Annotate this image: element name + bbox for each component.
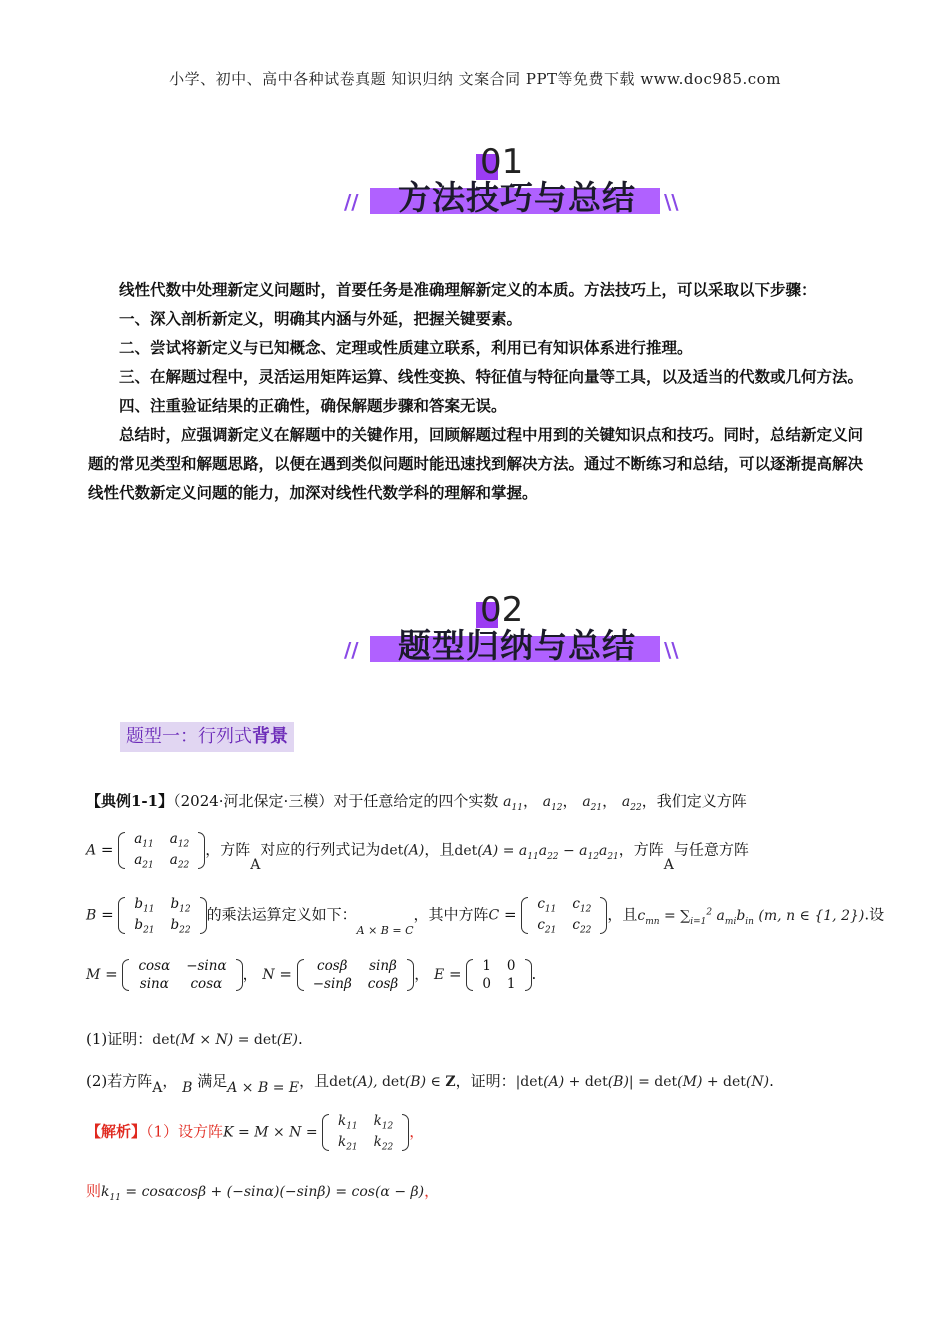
method-paragraphs	[88, 276, 878, 508]
section-number: 01	[480, 142, 523, 182]
section-banner-2: 02 // 题型归纳与总结 \\	[344, 590, 679, 665]
solution-line: 则$k_{11} = \cos\alpha\cos\beta + (-\sin\alpha)(-\sin\beta) = \cos(\alpha - \beta)$，	[86, 1182, 440, 1203]
example-label: 【典例1-1】	[86, 792, 174, 810]
paragraph: 三、在解题过程中，灵活运用矩阵运算、线性变换、特征值与特征向量等工具，以及适当的代数或几何方法。	[119, 368, 864, 386]
example-source: （2024·河北保定·三模）	[173, 792, 334, 810]
section-number: 02	[480, 590, 523, 630]
question-2: (2)若方阵A， B 满足A × B = E，且det(A), det(B) ∈ Z，证明：|det(A) + det(B)| = det(M) + det(N).	[86, 1072, 774, 1096]
paragraph: 一、深入剖析新定义，明确其内涵与外延，把握关键要素。	[119, 310, 523, 328]
solution-start: 【解析】（1）设方阵K = M × N = $k_{11}$ $k_{12}$ $k_{21}$ $k_{22}$ ，	[86, 1113, 425, 1153]
paragraph: 线性代数中处理新定义问题时，首要任务是准确理解新定义的本质。方法技巧上，可以采取以下步骤：	[119, 281, 817, 299]
section-title: 方法技巧与总结	[398, 178, 636, 217]
section-banner-1: 01 // 方法技巧与总结 \\	[344, 142, 679, 217]
example-definition-line: B = $b_{11}$ $b_{12}$ $b_{21}$ $b_{22}$ 的乘法运算定义如下：$_{A \times B = C}$，其中方阵C = $c_{11}$ $c_{12}$ $c_{21}$ $c_{22}$ ，且$c_{mn} = \sum_{i=1}^2$ $a_{mi}b_{in}$ (m, n ∈ {1, 2}).设	[86, 896, 885, 937]
question-1: (1)证明：det(M × N) = det(E).	[86, 1030, 303, 1048]
page-header: 小学、初中、高中各种试卷真题 知识归纳 文案合同 PPT等免费下载 www.doc985.com	[169, 70, 781, 88]
example-matrix-line: A = $a_{11}$ $a_{12}$ $a_{21}$ $a_{22}$ ，方阵A对应的行列式记为det(A)，且$\det(A) = a_{11}a_{22} - a_{12}a_{21}$，方阵A与任意方阵	[86, 831, 749, 873]
paragraph: 二、尝试将新定义与已知概念、定理或性质建立联系，利用已有知识体系进行推理。	[119, 339, 693, 357]
question-type-tag: 题型一：行列式背景	[120, 722, 294, 752]
paragraph: 总结时，应强调新定义在解题中的关键作用，回顾解题过程中用到的关键知识点和技巧。同时，总结新定义问题的常见类型和解题思路，以便在遇到类似问题时能迅速找到解决方法。通过不断练习和总结，可以逐渐提高解决线性代数新定义问题的能力，加深对线性代数学科的理解和掌握。	[88, 426, 864, 502]
paragraph: 四、注重验证结果的正确性，确保解题步骤和答案无误。	[119, 397, 507, 415]
solution-label: 【解析】	[86, 1122, 147, 1141]
example-mne-line: M = cosα −sinα sinα cosα ， N = cosβ sinβ −sinβ cosβ ， E = 1 0 0 1 .	[86, 958, 537, 992]
example-heading: 【典例1-1】（2024·河北保定·三模）对于任意给定的四个实数 $a_{11}$， $a_{12}$， $a_{21}$， $a_{22}$，我们定义方阵	[86, 792, 747, 813]
section-title: 题型归纳与总结	[398, 626, 636, 665]
